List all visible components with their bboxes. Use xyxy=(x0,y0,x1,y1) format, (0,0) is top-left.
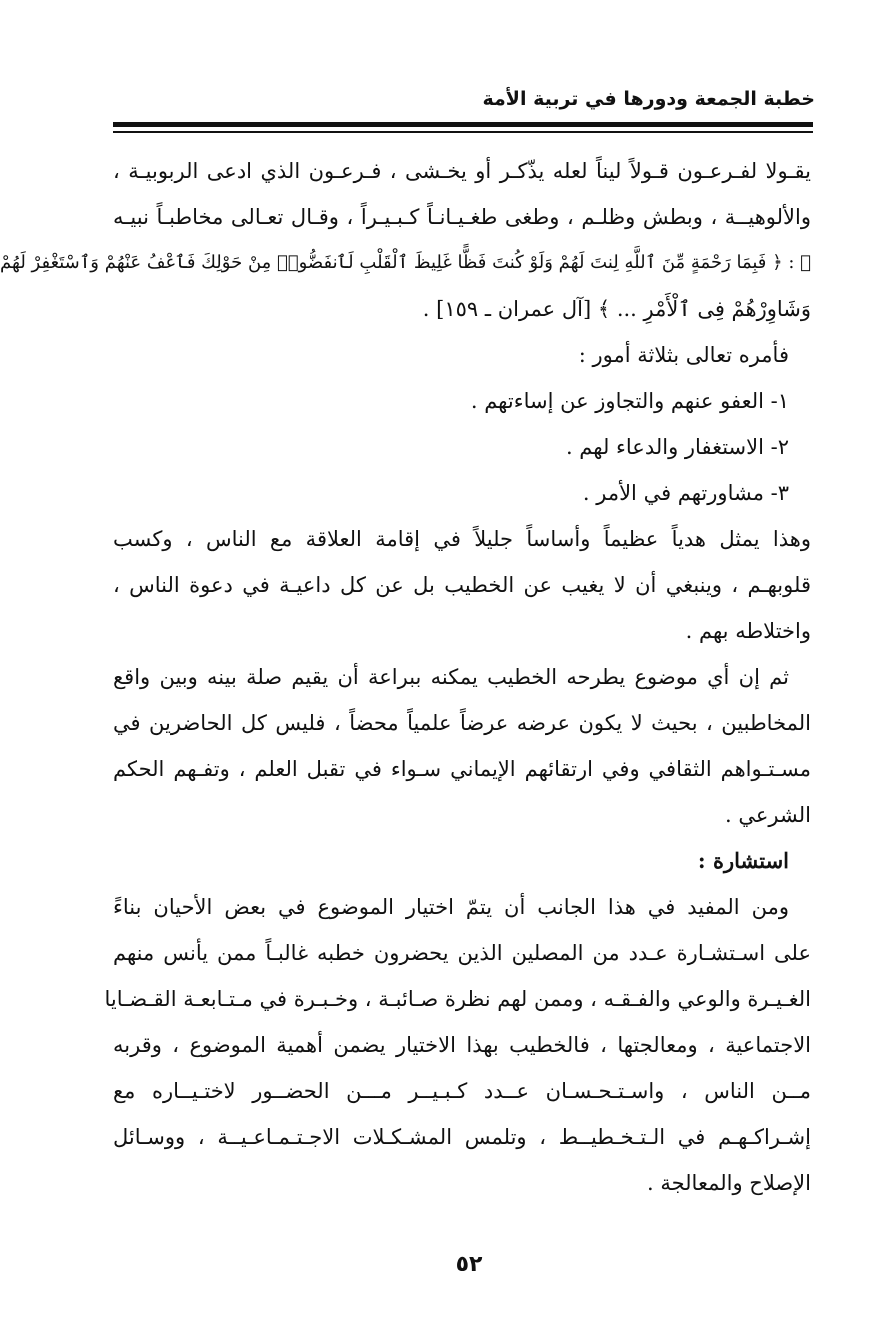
text-line: ومن المفيد في هذا الجانب أن يتمّ اختيار الموضوع في بعض الأحيان بناءً xyxy=(113,895,789,919)
quran-verse-line: ﷺ : ﴿ فَبِمَا رَحْمَةٍ مِّنَ ٱللَّهِ لِنتَ لَهُمْ وَلَوْ كُنتَ فَظًّا غَلِيظَ ٱلْقَلْبِ لَٱنفَضُّوا۟ مِنْ حَوْلِكَ فَٱعْفُ عَنْهُمْ وَٱسْتَغْفِرْ لَهُمْ xyxy=(0,252,811,273)
text-line: المخاطبين ، بحيث لا يكون عرضه عرضاً علمياً محضاً ، فليس كل الحاضرين في xyxy=(113,711,811,735)
text-line: مسـتـواهم الثقافي وفي ارتقائهم الإيماني سـواء في تقبل العلم ، وتفـهم الحكم xyxy=(113,757,811,781)
body-text xyxy=(0,148,811,1206)
list-item: ٢- الاستغفار والدعاء لهم . xyxy=(565,435,789,459)
text-line: إشـراكـهـم في الـتـخـطيــط ، وتلمس المشـكـلات الاجـتـمـاعـيــة ، ووسـائل xyxy=(113,1125,811,1149)
text-line: الغـيـرة والوعي والفـقـه ، وممن لهم نظرة صـائبـة ، وخـبـرة في مـتـابعـة القـضـايا xyxy=(104,987,811,1011)
header-rule-thick xyxy=(113,122,813,127)
header-rule-thin xyxy=(113,131,813,133)
text-line: قلوبهـم ، وينبغي أن لا يغيب عن الخطيب بل عن كل داعيـة في دعوة الناس ، xyxy=(113,573,811,597)
running-header-title: خطبة الجمعة ودورها في تربية الأمة xyxy=(482,88,815,110)
section-heading: استشارة : xyxy=(697,848,789,873)
text-line: الشرعي . xyxy=(725,803,811,827)
page-number: ٥٢ xyxy=(455,1252,483,1277)
text-line: واختلاطه بهم . xyxy=(685,619,811,643)
text-line: مــن الناس ، واسـتـحـسـان عــدد كـبـيــر مـــن الحضــور لاختـيــاره مع xyxy=(113,1079,811,1103)
text-line: يقـولا لفـرعـون قـولاً ليناً لعله يذّكـر أو يخـشى ، فـرعـون الذي ادعى الربوبيـة ، xyxy=(113,159,811,183)
text-line: ثم إن أي موضوع يطرحه الخطيب يمكنه ببراعة أن يقيم صلة بينه وبين واقع xyxy=(113,665,789,689)
text-line: الإصلاح والمعالجة . xyxy=(646,1171,811,1195)
text-line: فأمره تعالى بثلاثة أمور : xyxy=(578,343,789,367)
text-line: على اسـتشـارة عـدد من المصلين الذين يحضرون خطبه غالبـاً ممن يأنس منهم xyxy=(113,941,811,965)
text-line: والألوهيــة ، وبطش وظلـم ، وطغى طغـيـانـاً كـبـيـراً ، وقـال تعـالى مخاطبـاً نبيـه xyxy=(113,205,811,229)
list-item: ١- العفو عنهم والتجاوز عن إساءتهم . xyxy=(470,389,789,413)
text-line: وهذا يمثل هدياً عظيماً وأساساً جليلاً في إقامة العلاقة مع الناس ، وكسب xyxy=(113,527,811,551)
quran-verse-line: وَشَاوِرْهُمْ فِى ٱلْأَمْرِ ... ﴾ [آل عمران ـ ١٥٩] . xyxy=(422,297,811,321)
list-item: ٣- مشاورتهم في الأمر . xyxy=(582,481,789,505)
text-line: الاجتماعية ، ومعالجتها ، فالخطيب بهذا الاختيار يضمن أهمية الموضوع ، وقربه xyxy=(113,1033,811,1057)
